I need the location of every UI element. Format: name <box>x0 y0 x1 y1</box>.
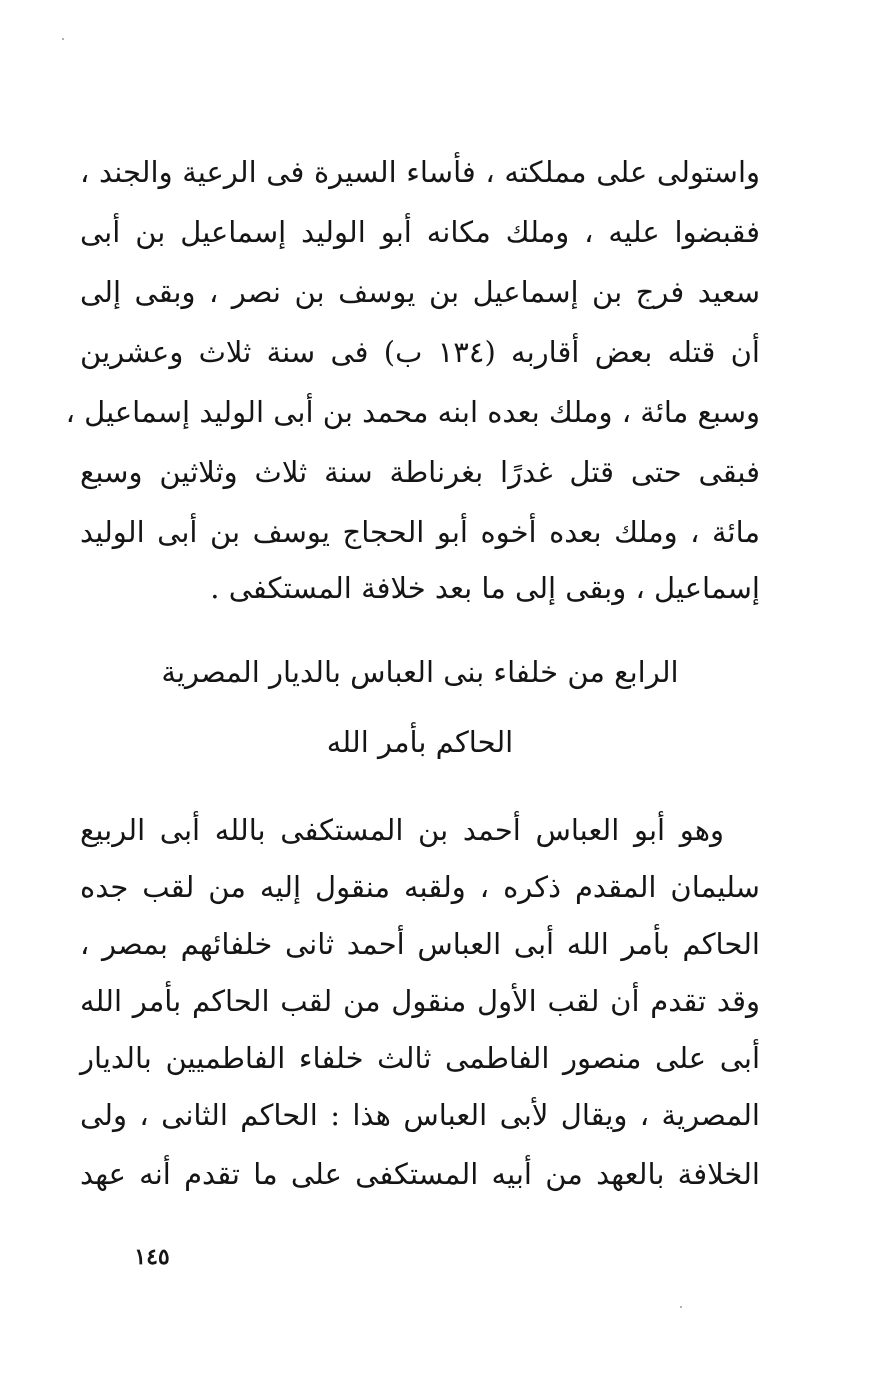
scan-speck <box>62 38 64 40</box>
text-line: سعيد فرج بن إسماعيل بن يوسف بن نصر ، وبقى إلى <box>80 275 760 309</box>
text-line: وسبع مائة ، وملك بعده ابنه محمد بن أبى الوليد إسماعيل ، <box>65 395 760 429</box>
paragraph-main-1 <box>65 146 760 605</box>
text-line: سليمان المقدم ذكره ، ولقبه منقول إليه من لقب جده <box>80 870 760 904</box>
text-line: وهو أبو العباس أحمد بن المستكفى بالله أبى الربيع <box>80 813 724 847</box>
text-line: واستولى على مملكته ، فأساء السيرة فى الرعية والجند ، <box>80 155 760 189</box>
text-line: فقبضوا عليه ، وملك مكانه أبو الوليد إسماعيل بن أبى <box>80 215 760 249</box>
scan-speck <box>680 1306 682 1308</box>
page-number: ١٤٥ <box>134 1244 170 1270</box>
paragraph-main-2 <box>80 804 760 1234</box>
text-line: فبقى حتى قتل غدرًا بغرناطة سنة ثلاث وثلاثين وسبع <box>80 455 760 489</box>
text-line: الحاكم بأمر الله أبى العباس أحمد ثانى خلفائهم بمصر ، <box>80 927 760 961</box>
text-line: وقد تقدم أن لقب الأول منقول من لقب الحاكم بأمر الله <box>80 984 760 1018</box>
text-line: المصرية ، ويقال لأبى العباس هذا : الحاكم الثانى ، ولى <box>80 1098 760 1132</box>
text-line: أن قتله بعض أقاربه (١٣٤ ب) فى سنة ثلاث وعشرين <box>80 335 760 369</box>
text-line: مائة ، وملك بعده أخوه أبو الحجاج يوسف بن أبى الوليد <box>80 515 760 549</box>
text-line: إسماعيل ، وبقى إلى ما بعد خلافة المستكفى . <box>210 571 760 605</box>
text-line: الخلافة بالعهد من أبيه المستكفى على ما تقدم أنه عهد <box>80 1157 760 1191</box>
text-line: أبى على منصور الفاطمى ثالث خلفاء الفاطميين بالديار <box>80 1041 761 1075</box>
caliph-title: الحاكم بأمر الله <box>326 725 514 759</box>
section-heading: الرابع من خلفاء بنى العباس بالديار المصرية <box>161 655 679 689</box>
